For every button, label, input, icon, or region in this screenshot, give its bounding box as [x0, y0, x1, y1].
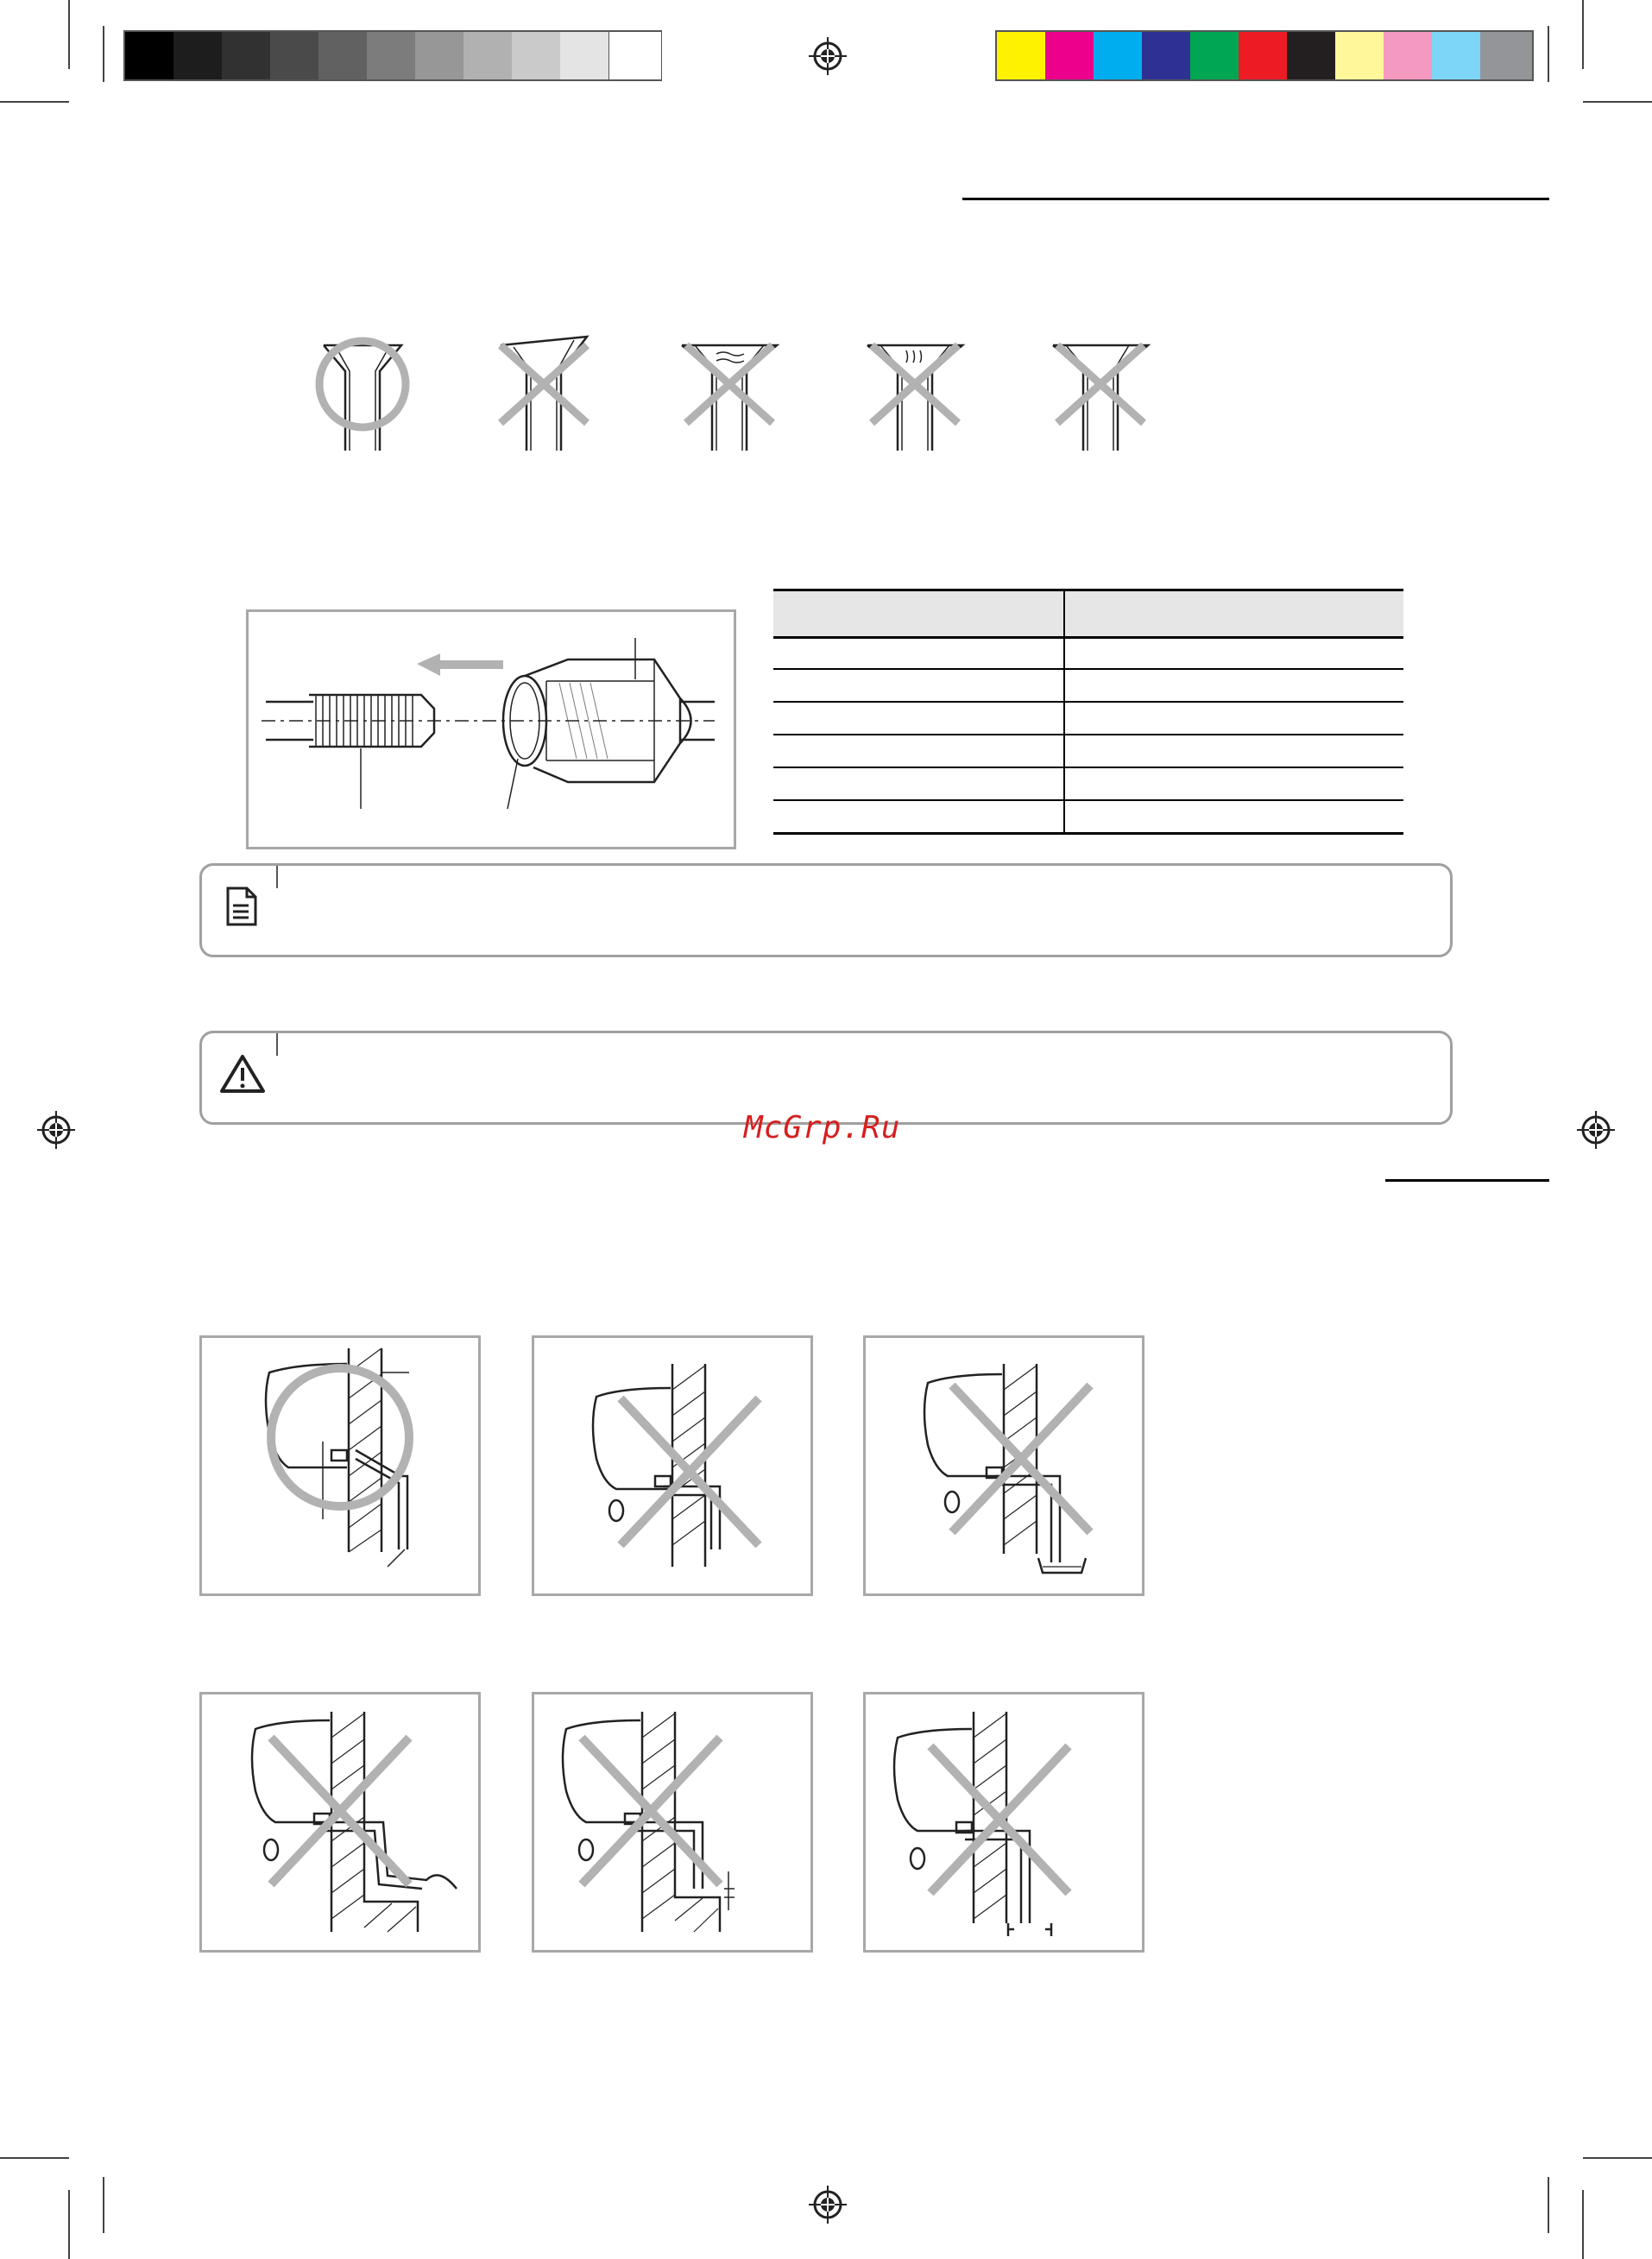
watermark: McGrp.Ru	[744, 1110, 901, 1145]
flare-nut-illustration	[246, 609, 736, 849]
drain-diagram-wrong-wavy	[199, 1692, 481, 1953]
flare-damaged-surface	[682, 345, 777, 451]
drain-diagram-wrong-ditch	[863, 1692, 1144, 1953]
note-box	[199, 863, 1453, 957]
warning-triangle-icon	[219, 1054, 266, 1094]
section-rule	[1385, 1179, 1549, 1182]
drain-diagram-wrong-gap	[532, 1692, 813, 1953]
flare-examples-diagram	[319, 337, 1182, 457]
drain-diagram-wrong-submerged	[863, 1335, 1144, 1596]
note-icon	[224, 887, 259, 926]
header-rule	[962, 198, 1549, 200]
table-row	[773, 832, 1403, 835]
flare-correct	[319, 341, 406, 451]
flare-inclined	[501, 337, 587, 451]
registration-mark-icon	[37, 1111, 75, 1149]
flare-cracked	[867, 345, 962, 451]
table-header	[773, 589, 1403, 639]
flare-uneven-thickness	[1053, 345, 1148, 451]
table-row	[773, 799, 1403, 801]
registration-mark-icon	[1577, 1111, 1615, 1149]
table-row	[773, 701, 1403, 703]
drain-diagram-correct	[199, 1335, 481, 1596]
torque-table	[773, 589, 1403, 834]
registration-mark-icon	[809, 2186, 847, 2224]
drain-diagram-wrong-upward	[532, 1335, 813, 1596]
table-row	[773, 734, 1403, 735]
table-row	[773, 767, 1403, 768]
table-row	[773, 668, 1403, 670]
registration-mark-icon	[809, 37, 847, 75]
